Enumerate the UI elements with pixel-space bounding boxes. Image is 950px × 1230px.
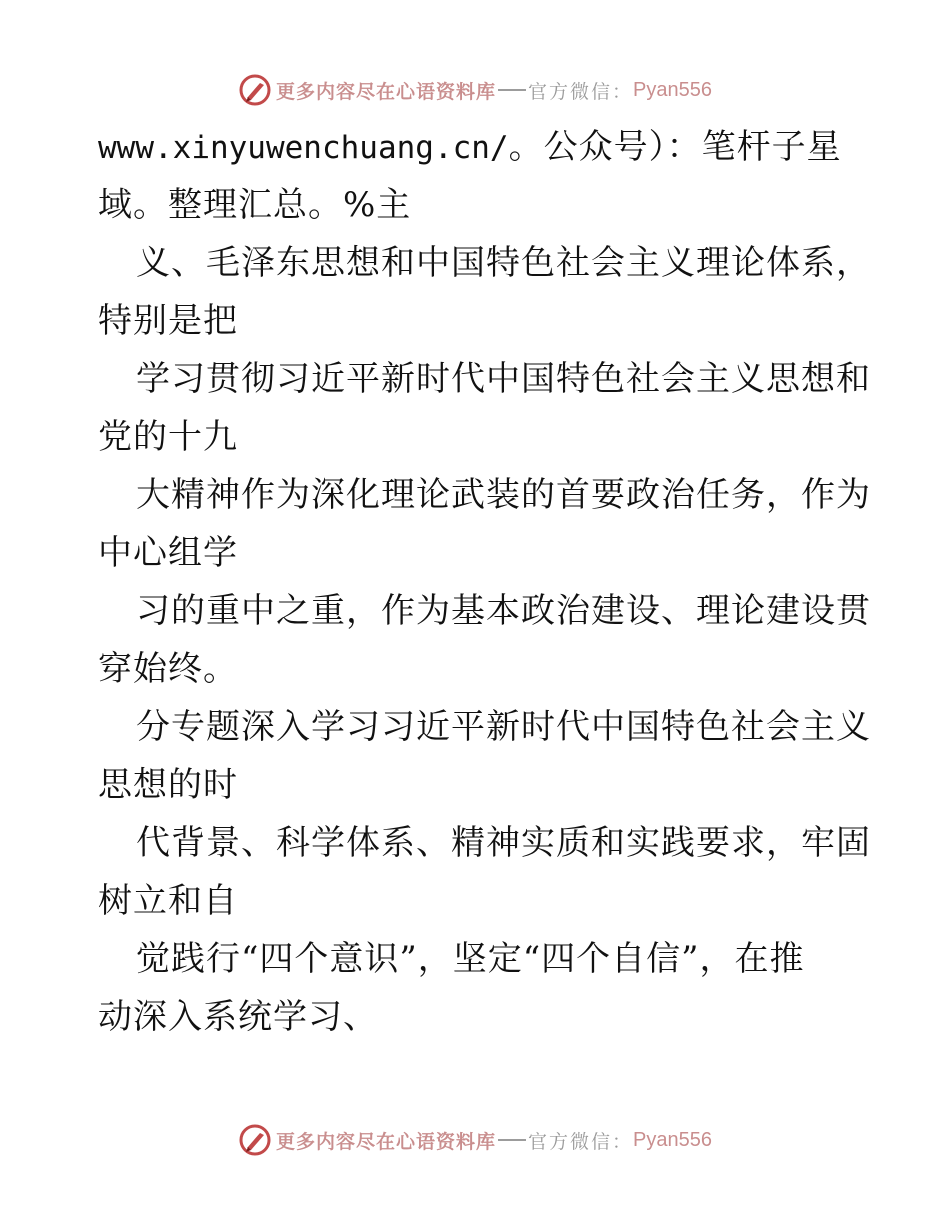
footer-separator: [498, 1139, 526, 1141]
header-contact-id: Pyan556: [633, 78, 712, 101]
body-line: [98, 118, 858, 176]
body-line: 代背景、科学体系、精神实质和实践要求，牢固: [136, 823, 871, 863]
header-brand-text: 更多内容尽在心语资料库: [276, 80, 497, 103]
body-line: 习的重中之重，作为基本政治建设、理论建设贯: [136, 591, 871, 631]
body-line: 特别是把: [98, 301, 238, 341]
body-line: 觉践行“四个意识”，坚定“四个自信”，在推: [136, 939, 805, 979]
body-text: 。公众号）：笔杆子星: [508, 127, 842, 167]
body-line: 树立和自: [98, 881, 238, 921]
red-quill-circle-logo-icon: [238, 1123, 272, 1157]
page-footer-brand: [0, 1120, 950, 1160]
footer-contact-label: 官方微信：: [528, 1130, 634, 1153]
body-line: 分专题深入学习习近平新时代中国特色社会主义: [136, 707, 871, 747]
footer-contact-id: Pyan556: [633, 1128, 712, 1151]
body-line: 大精神作为深化理论武装的首要政治任务，作为: [136, 475, 871, 515]
body-line: 中心组学: [98, 533, 238, 573]
body-line: 义、毛泽东思想和中国特色社会主义理论体系，: [136, 243, 871, 283]
header-contact-label: 官方微信：: [528, 80, 634, 103]
body-line: 学习贯彻习近平新时代中国特色社会主义思想和: [136, 359, 871, 399]
page-header-brand: [0, 70, 950, 110]
url-text: www.xinyuwenchuang.cn/: [98, 130, 509, 166]
body-line: 动深入系统学习、: [98, 997, 378, 1037]
document-body: [98, 118, 871, 1046]
body-line: 思想的时: [98, 765, 238, 805]
body-line: 域。整理汇总。%主: [98, 185, 412, 225]
footer-brand-text: 更多内容尽在心语资料库: [276, 1130, 497, 1153]
header-separator: [498, 89, 526, 91]
body-line: 党的十九: [98, 417, 238, 457]
body-line: 穿始终。: [98, 649, 238, 689]
red-quill-circle-logo-icon: [238, 73, 272, 107]
